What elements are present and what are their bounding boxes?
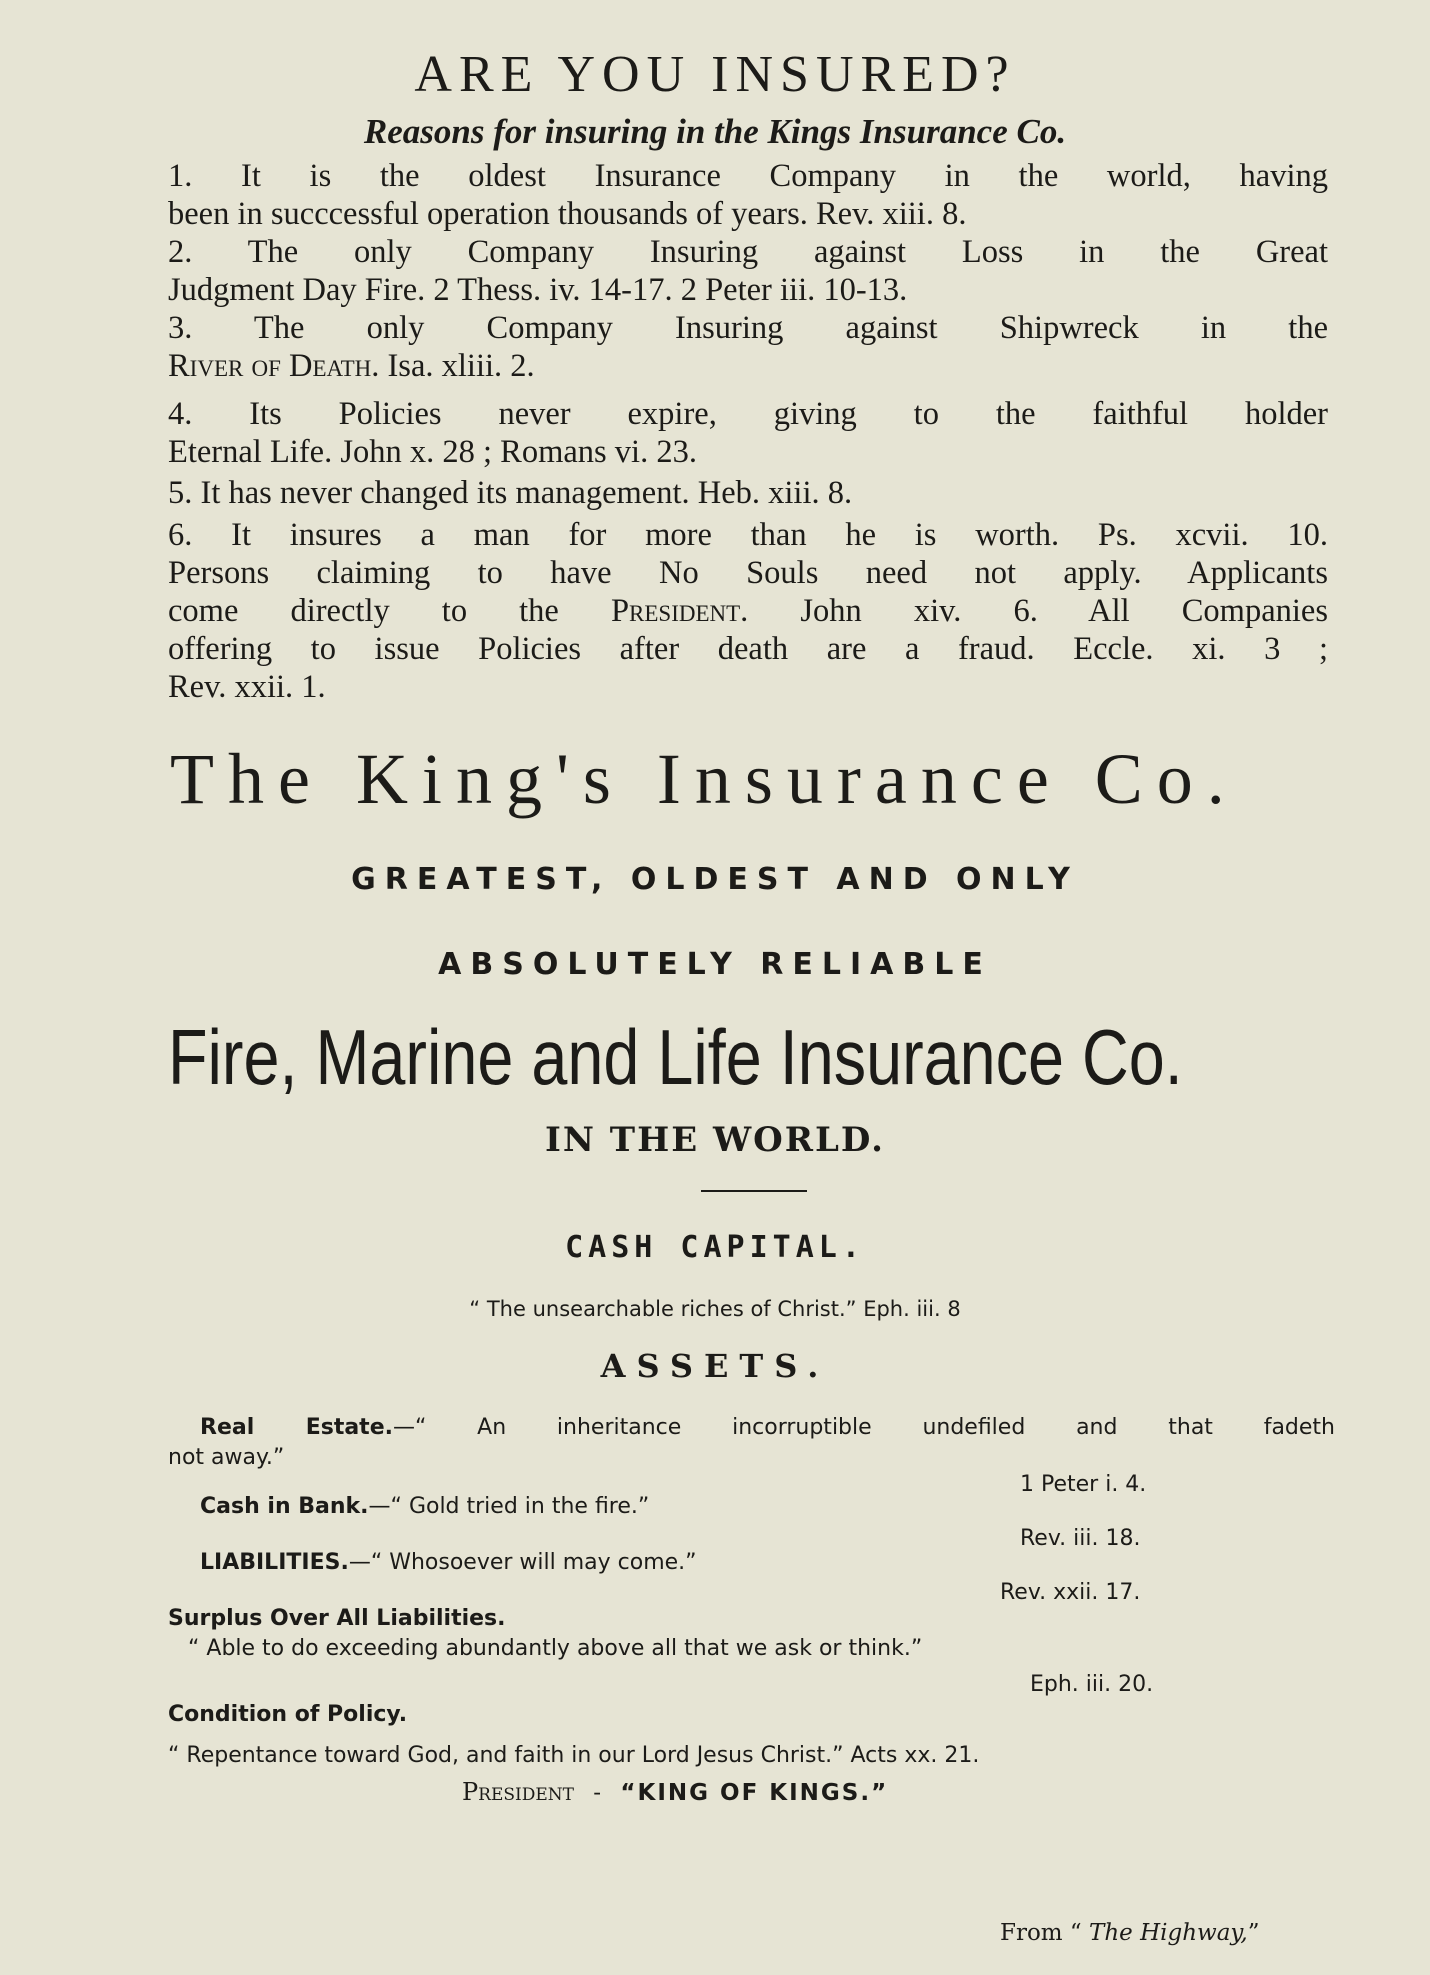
reason-6-line-1: 6. It insures a man for more than he is worth. Ps. xcvii. 10. (168, 517, 1328, 553)
asset-cash-in-bank (200, 1494, 649, 1519)
president-name: “KING OF KINGS.” (620, 1780, 889, 1806)
reason-2-line-2: Judgment Day Fire. 2 Thess. iv. 14-17. 2 Peter iii. 10-13. (168, 272, 908, 308)
reason-1-line-1: 1. It is the oldest Insurance Company in the world, having (168, 158, 1328, 194)
asset-ref: Eph. iii. 20. (1030, 1672, 1154, 1697)
president-label: President (462, 1778, 574, 1806)
president-word: President. (610, 593, 749, 629)
river-of-death: River of Death. (168, 348, 380, 384)
reason-6-line-3 (168, 592, 1328, 630)
asset-ref: 1 Peter i. 4. (1020, 1472, 1147, 1497)
credit-prefix: From “ (1000, 1920, 1089, 1946)
asset-label: LIABILITIES. (200, 1550, 349, 1575)
asset-surplus-text: “ Able to do exceeding abundantly above all that we ask or think.” (188, 1636, 923, 1661)
reason-4-line-2: Eternal Life. John x. 28 ; Romans vi. 23. (168, 434, 697, 470)
tagline-reliable: ABSOLUTELY RELIABLE (438, 947, 992, 982)
reason-6-line-4: offering to issue Policies after death are a fraud. Eccle. xi. 3 ; (168, 631, 1328, 667)
reason-6-line-3-pre: come directly to the (168, 593, 559, 629)
asset-liabilities (200, 1550, 697, 1575)
page-heading: ARE YOU INSURED? (414, 46, 1016, 103)
reason-3-ref: Isa. xliii. 2. (387, 348, 535, 384)
cash-capital-heading: CASH CAPITAL. (565, 1230, 865, 1265)
tagline-insurance-types: Fire, Marine and Life Insurance Co. (168, 1013, 1183, 1101)
asset-condition-label: Condition of Policy. (168, 1702, 408, 1727)
credit-suffix: ” (1247, 1920, 1260, 1946)
asset-surplus-label: Surplus Over All Liabilities. (168, 1606, 506, 1631)
source-credit (1000, 1920, 1259, 1946)
page-subheading: Reasons for insuring in the Kings Insurance Co. (363, 112, 1067, 151)
asset-label: Real Estate. (200, 1415, 393, 1440)
asset-real-estate (200, 1415, 1335, 1440)
president-separator: - (593, 1780, 602, 1806)
asset-text: —“ Gold tried in the fire.” (368, 1494, 650, 1519)
asset-label: Cash in Bank. (200, 1494, 369, 1519)
assets-heading: ASSETS. (600, 1347, 830, 1385)
asset-ref: Rev. xxii. 17. (1000, 1580, 1141, 1605)
reason-6-line-3-post: John xiv. 6. All Companies (800, 593, 1328, 629)
asset-condition-text: “ Repentance toward God, and faith in our Lord Jesus Christ.” Acts xx. 21. (168, 1743, 980, 1768)
brand-title: The King's Insurance Co. (170, 739, 1239, 819)
president-line (462, 1778, 888, 1806)
credit-source: The Highway, (1089, 1920, 1248, 1946)
tagline-in-the-world: IN THE WORLD. (544, 1120, 886, 1160)
asset-text: —“ Whosoever will may come.” (348, 1550, 697, 1575)
tagline-greatest: GREATEST, OLDEST AND ONLY (351, 862, 1079, 897)
reason-3-line-1: 3. The only Company Insuring against Shipwreck in the (168, 310, 1328, 346)
asset-real-estate-cont: not away.” (168, 1445, 285, 1470)
section-divider (701, 1190, 807, 1192)
reason-2-line-1: 2. The only Company Insuring against Loss in the Great (168, 234, 1328, 270)
reason-1-line-2: been in succcessful operation thousands of years. Rev. xiii. 8. (168, 196, 967, 232)
cash-capital-quote: “ The unsearchable riches of Christ.” Eph. iii. 8 (469, 1297, 961, 1321)
reason-6-line-2: Persons claiming to have No Souls need not apply. Applicants (168, 555, 1328, 591)
reason-6-line-5: Rev. xxii. 1. (168, 669, 326, 705)
asset-ref: Rev. iii. 18. (1020, 1526, 1141, 1551)
reason-5: 5. It has never changed its management. Heb. xiii. 8. (168, 475, 853, 511)
reason-4-line-1: 4. Its Policies never expire, giving to the faithful holder (168, 396, 1328, 432)
reason-3-line-2 (168, 347, 1328, 385)
asset-text: —“ An inheritance incorruptible undefiled and that fadeth (392, 1415, 1336, 1440)
